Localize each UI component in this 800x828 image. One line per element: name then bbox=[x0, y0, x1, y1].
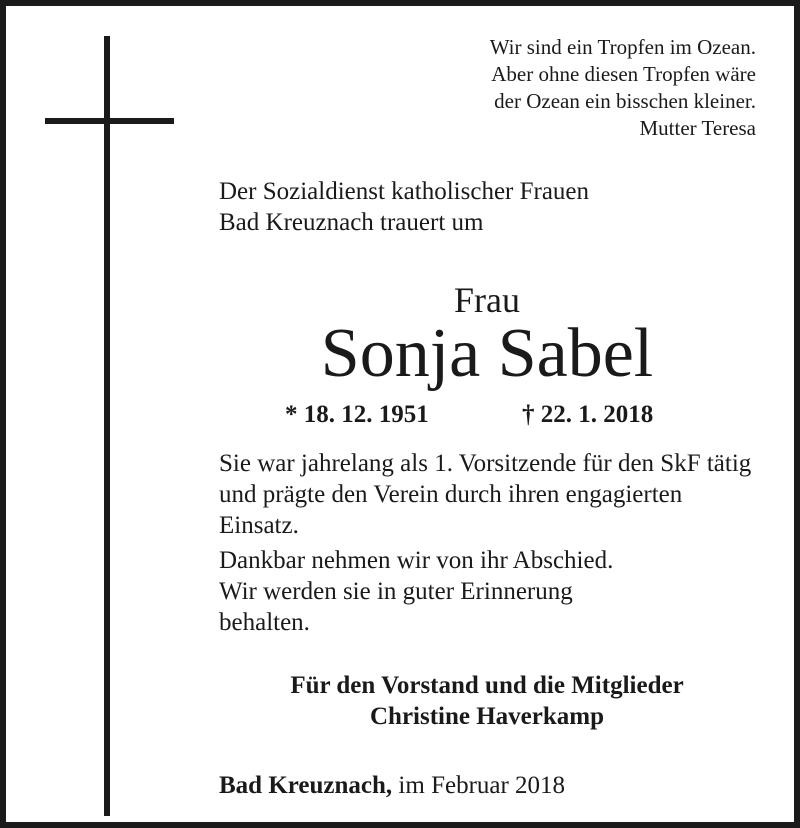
cross-horizontal-bar bbox=[45, 118, 174, 124]
intro-text bbox=[219, 176, 589, 238]
signature-block bbox=[219, 670, 755, 732]
quote-block bbox=[490, 34, 756, 142]
quote-line: Wir sind ein Tropfen im Ozean. bbox=[489, 35, 756, 59]
signature-line-2: Christine Haverkamp bbox=[369, 703, 605, 730]
body-paragraph-1: Sie war jahrelang als 1. Vorsitzende für den SkF tätig und prägte den Verein durch ihren engagierten Einsatz. bbox=[219, 450, 752, 539]
salutation: Frau bbox=[454, 280, 520, 320]
quote-author: Mutter Teresa bbox=[639, 116, 756, 140]
quote-line: der Ozean ein bisschen kleiner. bbox=[494, 89, 756, 113]
body-text bbox=[219, 448, 764, 638]
intro-line-1: Der Sozialdienst katholischer Frauen bbox=[219, 178, 590, 205]
death-date: † 22. 1. 2018 bbox=[522, 401, 654, 428]
deceased-name: Sonja Sabel bbox=[320, 315, 654, 392]
birth-date: * 18. 12. 1951 bbox=[285, 401, 429, 428]
intro-line-2: Bad Kreuznach trauert um bbox=[219, 209, 484, 236]
quote-line: Aber ohne diesen Tropfen wäre bbox=[491, 62, 756, 86]
body-paragraph-2-line-2: Wir werden sie in guter Erinnerung behalten. bbox=[219, 578, 573, 636]
signature-line-1: Für den Vorstand und die Mitglieder bbox=[290, 672, 684, 699]
body-paragraph-2-line-1: Dankbar nehmen wir von ihr Abschied. bbox=[219, 547, 614, 574]
place-month: im Februar 2018 bbox=[392, 772, 566, 799]
place-date bbox=[219, 770, 565, 801]
place-city: Bad Kreuznach, bbox=[219, 772, 393, 799]
cross-vertical-bar bbox=[104, 36, 110, 816]
